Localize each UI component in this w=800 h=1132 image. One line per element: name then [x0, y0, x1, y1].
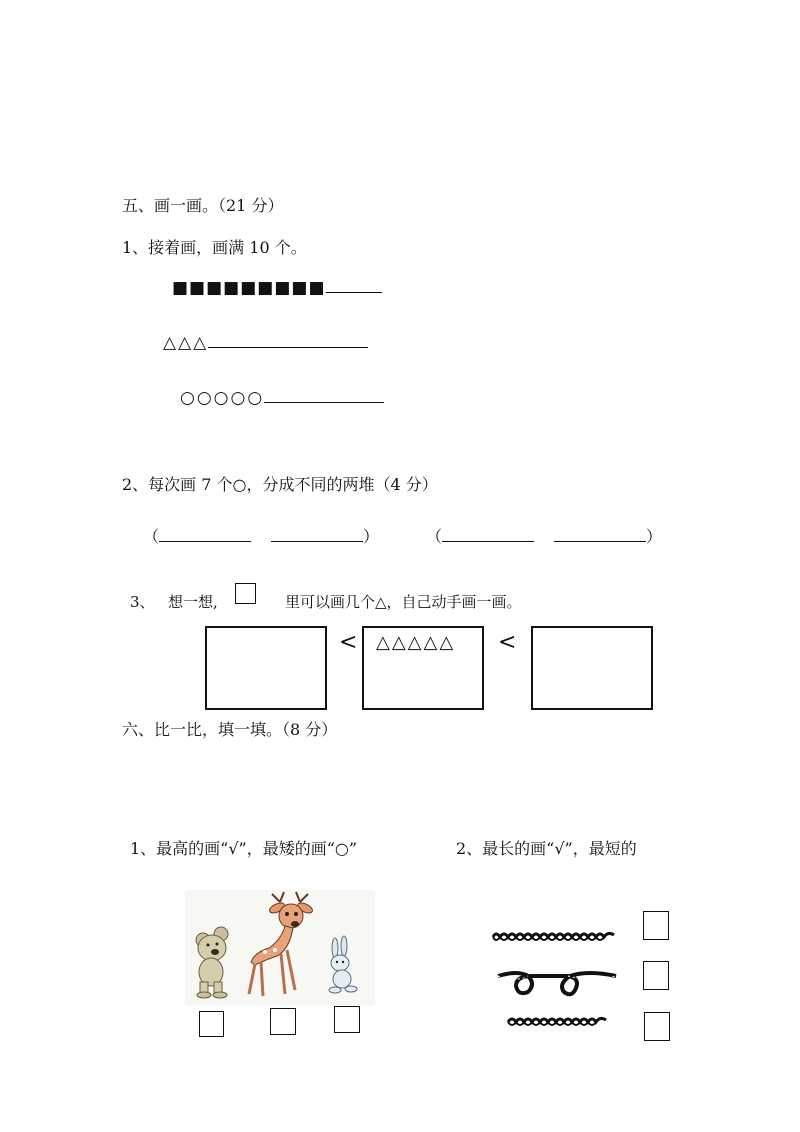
split-group-1	[143, 524, 379, 547]
answer-checkbox-short-rope[interactable]	[644, 1012, 670, 1041]
squares-sequence: ■■■■■■■■■	[172, 278, 326, 298]
squares-row	[172, 278, 382, 298]
paren-open-2: （	[426, 527, 443, 546]
answer-checkbox-looped-rope[interactable]	[643, 961, 669, 990]
animals-illustration	[185, 890, 375, 1005]
middle-box	[362, 626, 484, 710]
question-1-label: 1、接着画，画满 10 个。	[122, 238, 307, 257]
group-1-blank-a[interactable]	[159, 540, 251, 542]
group-2-blank-b[interactable]	[554, 540, 646, 542]
answer-box-right[interactable]	[531, 626, 653, 710]
triangles-row	[163, 333, 368, 353]
ropes-illustration	[488, 920, 620, 1038]
circles-sequence: ○○○○○	[180, 388, 265, 408]
answer-box-left[interactable]	[205, 626, 327, 710]
answer-blank-squares[interactable]	[326, 291, 382, 293]
answer-checkbox-bear[interactable]	[199, 1011, 224, 1037]
compare-height-label: 1、最高的画“√”，最矮的画“○”	[130, 839, 358, 858]
paren-close-1: ）	[363, 527, 380, 546]
answer-blank-circles[interactable]	[264, 401, 384, 403]
less-than-sign-2: <	[498, 630, 517, 655]
question-3-instruction: 里可以画几个△，自己动手画一画。	[285, 593, 522, 611]
triangles-sequence: △△△	[163, 333, 209, 353]
paren-close-2: ）	[646, 527, 663, 546]
answer-checkbox-deer[interactable]	[270, 1008, 296, 1035]
small-square-icon	[235, 583, 256, 604]
answer-blank-triangles[interactable]	[208, 346, 368, 348]
short-rope-icon	[508, 1018, 606, 1025]
circles-row	[180, 388, 384, 408]
middle-box-triangles: △△△△△	[376, 632, 456, 653]
section-6-title: 六、比一比，填一填。（8 分）	[122, 720, 338, 739]
question-3-prompt: 想一想,	[168, 593, 218, 611]
compare-length-label: 2、最长的画“√”，最短的	[456, 839, 637, 858]
answer-checkbox-long-rope[interactable]	[643, 911, 669, 940]
answer-checkbox-rabbit[interactable]	[334, 1006, 360, 1033]
split-group-2	[426, 524, 662, 547]
group-2-blank-a[interactable]	[442, 540, 534, 542]
looped-rope-icon	[498, 973, 616, 994]
section-5-title: 五、画一画。（21 分）	[122, 196, 284, 215]
less-than-sign-1: <	[339, 630, 358, 655]
group-1-blank-b[interactable]	[271, 540, 363, 542]
long-rope-icon	[493, 933, 614, 940]
question-2-label: 2、每次画 7 个○，分成不同的两堆（4 分）	[122, 475, 438, 494]
question-3-number: 3、	[130, 593, 155, 611]
paren-open-1: （	[143, 527, 160, 546]
